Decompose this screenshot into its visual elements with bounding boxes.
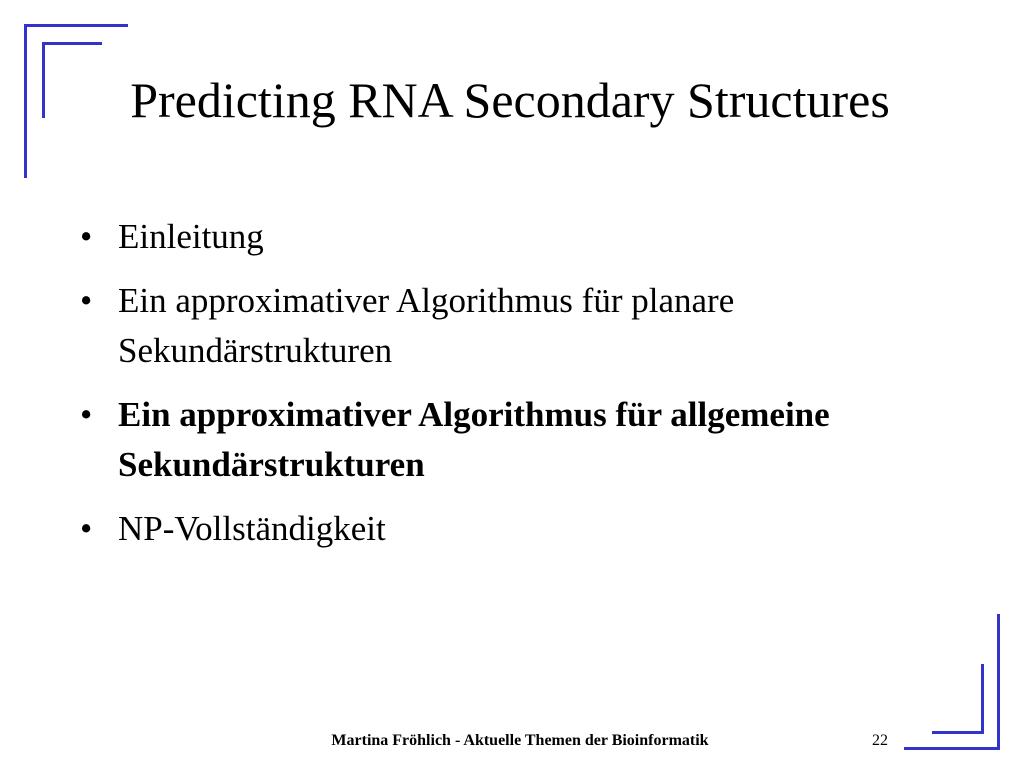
corner-decoration-top-left-inner-horizontal <box>42 42 102 45</box>
bullet-item <box>76 212 896 262</box>
bullet-text: Ein approximativer Algorithmus für allgemeine Sekundärstrukturen <box>118 395 830 484</box>
footer-author: Martina Fröhlich - Aktuelle Themen der Bioinformatik <box>331 732 709 749</box>
page-number: 22 <box>872 732 888 749</box>
corner-decoration-bottom-right-inner-horizontal <box>932 731 984 734</box>
bullet-item-highlighted <box>76 390 896 490</box>
bullet-symbol: • <box>80 509 93 548</box>
corner-decoration-top-left-outer-vertical <box>24 24 27 178</box>
bullet-list <box>76 212 896 568</box>
bullet-item <box>76 276 896 376</box>
bullet-symbol: • <box>80 395 93 434</box>
corner-decoration-bottom-right-outer-vertical <box>997 614 1000 750</box>
corner-decoration-bottom-right-outer-horizontal <box>904 747 1000 750</box>
bullet-symbol: • <box>80 281 93 320</box>
corner-decoration-top-left-inner-vertical <box>42 42 45 118</box>
bullet-text: NP-Vollständigkeit <box>118 509 386 548</box>
slide-title: Predicting RNA Secondary Structures <box>130 72 890 128</box>
bullet-symbol: • <box>80 217 93 256</box>
bullet-text: Einleitung <box>118 217 264 256</box>
bullet-item <box>76 504 896 554</box>
corner-decoration-top-left-outer-horizontal <box>24 24 128 27</box>
corner-decoration-bottom-right-inner-vertical <box>981 664 984 734</box>
bullet-text: Ein approximativer Algorithmus für planare Sekundärstrukturen <box>118 281 735 370</box>
